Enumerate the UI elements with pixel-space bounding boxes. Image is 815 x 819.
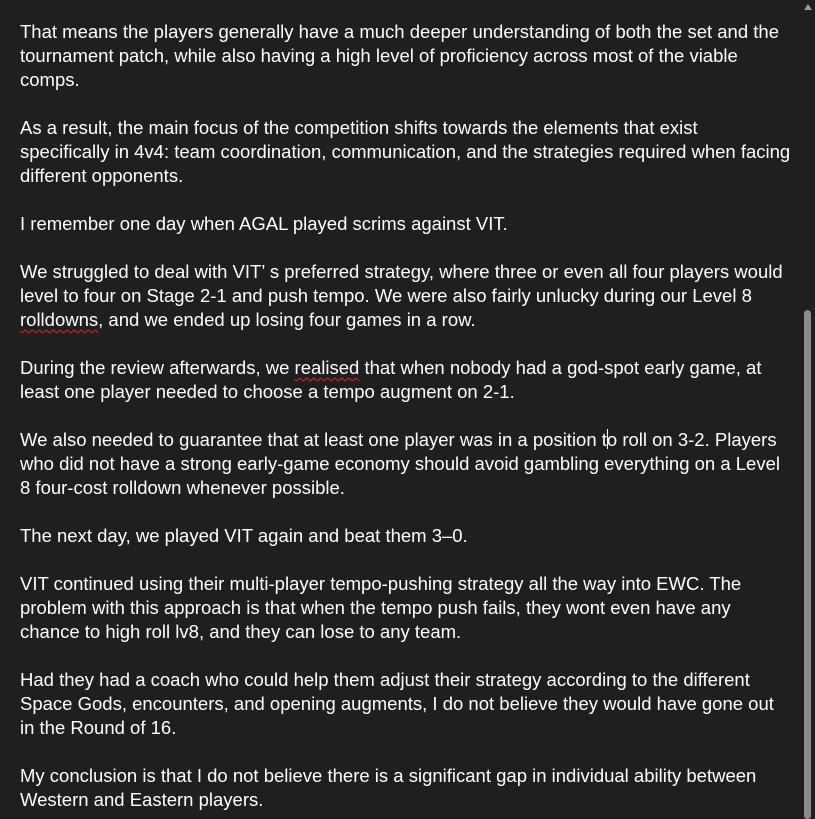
paragraph-7: The next day, we played VIT again and beat them 3–0. — [20, 525, 468, 546]
paragraph-6-text-end: o roll on 3-2. Players who did not have a strong early-game economy should avoid gambling everything on a Level 8 four-cost rolldown whenever possible. — [20, 429, 780, 498]
paragraph-10: My conclusion is that I do not believe there is a significant gap in individual ability between Western and Eastern players. — [20, 765, 757, 810]
paragraph-5 — [20, 356, 792, 404]
scroll-thumb[interactable] — [804, 310, 811, 819]
paragraph-3: I remember one day when AGAL played scrims against VIT. — [20, 213, 508, 234]
paragraph-6-text-start: We also needed to guarantee that at least one player was in a position t — [20, 429, 607, 450]
vertical-scrollbar[interactable] — [801, 0, 815, 819]
paragraph-9: Had they had a coach who could help them adjust their strategy according to the different Space Gods, encounters, and opening augments, I do not believe they would have gone out in the Round of 16. — [20, 669, 774, 738]
paragraph-4-text-end: , and we ended up losing four games in a row. — [98, 309, 476, 330]
paragraph-2: As a result, the main focus of the competition shifts towards the elements that exist specifically in 4v4: team coordination, communication, and the strategies required when facing different opponents. — [20, 117, 791, 186]
paragraph-4-text-start: We struggled to deal with VIT’ s preferred strategy, where three or even all four players would level to four on Stage 2-1 and push tempo. We were also fairly unlucky during our Level 8 — [20, 261, 783, 306]
paragraph-1: That means the players generally have a much deeper understanding of both the set and the tournament patch, while also having a high level of proficiency across most of the viable comps. — [20, 21, 779, 90]
spellcheck-flag-realised[interactable]: realised — [294, 357, 360, 378]
paragraph-6 — [20, 428, 792, 500]
scroll-up-arrow-icon[interactable] — [804, 4, 812, 10]
spellcheck-flag-rolldowns[interactable]: rolldowns — [20, 309, 99, 330]
paragraph-8: VIT continued using their multi-player tempo-pushing strategy all the way into EWC. The problem with this approach is that when the tempo push fails, they wont even have any chance to high roll lv8, and they can lose to any team. — [20, 573, 742, 642]
paragraph-4 — [20, 260, 792, 332]
document-body[interactable] — [20, 20, 792, 819]
paragraph-5-text-start: During the review afterwards, we — [20, 357, 295, 378]
paragraph-5-text-end: that when nobody had a god-spot early game, at least one player needed to choose a tempo augment on 2-1. — [20, 357, 762, 402]
